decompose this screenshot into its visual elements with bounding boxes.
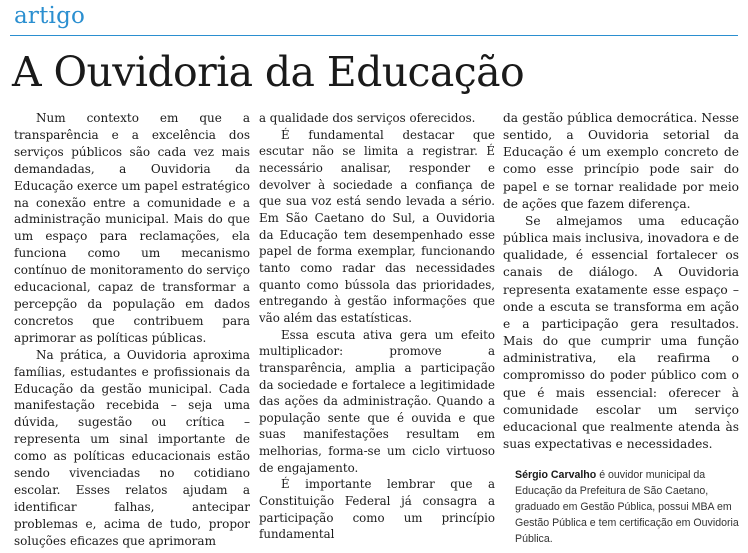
paragraph: É importante lembrar que a Constituição Federal já consagra a participação como um princípio fundamental xyxy=(259,477,495,542)
section-label: artigo xyxy=(14,3,86,29)
article-headline: A Ouvidoria da Educação xyxy=(12,48,525,96)
author-bio-text: é ouvidor municipal da Educação da Prefeitura de São Caetano, graduado em Gestão Pública, possui MBA em Gestão Pública e tem certificação em Ouvidoria Pública. xyxy=(515,469,739,546)
section-divider xyxy=(10,35,738,36)
paragraph: Num contexto em que a transparência e a excelência dos serviços públicos são cada vez mais demandadas, a Ouvidoria da Educação exerce um papel estratégico na conexão entre a comunidade e a administração municipal. Mais do que um espaço para reclamações, ela funciona como um mecanismo contínuo de monitoramento do serviço educacional, capaz de transformar a percepção da população em dados concretos que contribuem para aprimorar as políticas públicas. xyxy=(14,111,250,345)
author-name: Sérgio Carvalho xyxy=(515,469,597,482)
author-bio xyxy=(503,467,739,547)
article-column-2 xyxy=(259,110,495,543)
article-column-1 xyxy=(14,110,250,550)
article-column-3 xyxy=(503,110,739,547)
paragraph: Na prática, a Ouvidoria aproxima famílias, estudantes e profissionais da Educação da gestão municipal. Cada manifestação recebida – seja uma dúvida, sugestão ou crítica – representa um sinal importante de como as políticas educacionais estão sendo vivenciadas no cotidiano escolar. Esses relatos ajudam a identificar falhas, antecipar problemas e, acima de tudo, propor soluções eficazes que aprimoram xyxy=(14,347,250,548)
paragraph: Se almejamos uma educação pública mais inclusiva, inovadora e de qualidade, é essencial fortalecer os canais de diálogo. A Ouvidoria representa exatamente esse espaço – onde a escuta se transforma em ação e a participação gera resultados. Mais do que cumprir uma função administrativa, ela reafirma o compromisso do poder público com o que é mais essencial: oferecer à comunidade escolar um serviço educacional que realmente atenda às suas expectativas e necessidades. xyxy=(503,213,739,451)
paragraph: Essa escuta ativa gera um efeito multiplicador: promove a transparência, amplia a participação da sociedade e fortalece a legitimidade das ações da administração. Quando a população sente que é ouvida e que suas manifestações resultam em melhorias, forma-se um ciclo virtuoso de engajamento. xyxy=(259,327,495,475)
paragraph: É fundamental destacar que escutar não se limita a registrar. É necessário analisar, responder e devolver à sociedade a confiança de que sua voz está sendo levada a sério. Em São Caetano do Sul, a Ouvidoria da Educação tem desempenhado esse papel de forma exemplar, funcionando tanto como radar das necessidades quanto como bússola das prioridades, entregando à gestão informações que vão além das estatísticas. xyxy=(259,127,495,325)
paragraph-continuation: a qualidade dos serviços oferecidos. xyxy=(259,111,476,125)
paragraph-continuation: da gestão pública democrática. Nesse sentido, a Ouvidoria setorial da Educação é um exemplo concreto de como esse princípio pode sair do papel e se tornar realidade por meio de ações que fazem diferença. xyxy=(503,111,739,211)
